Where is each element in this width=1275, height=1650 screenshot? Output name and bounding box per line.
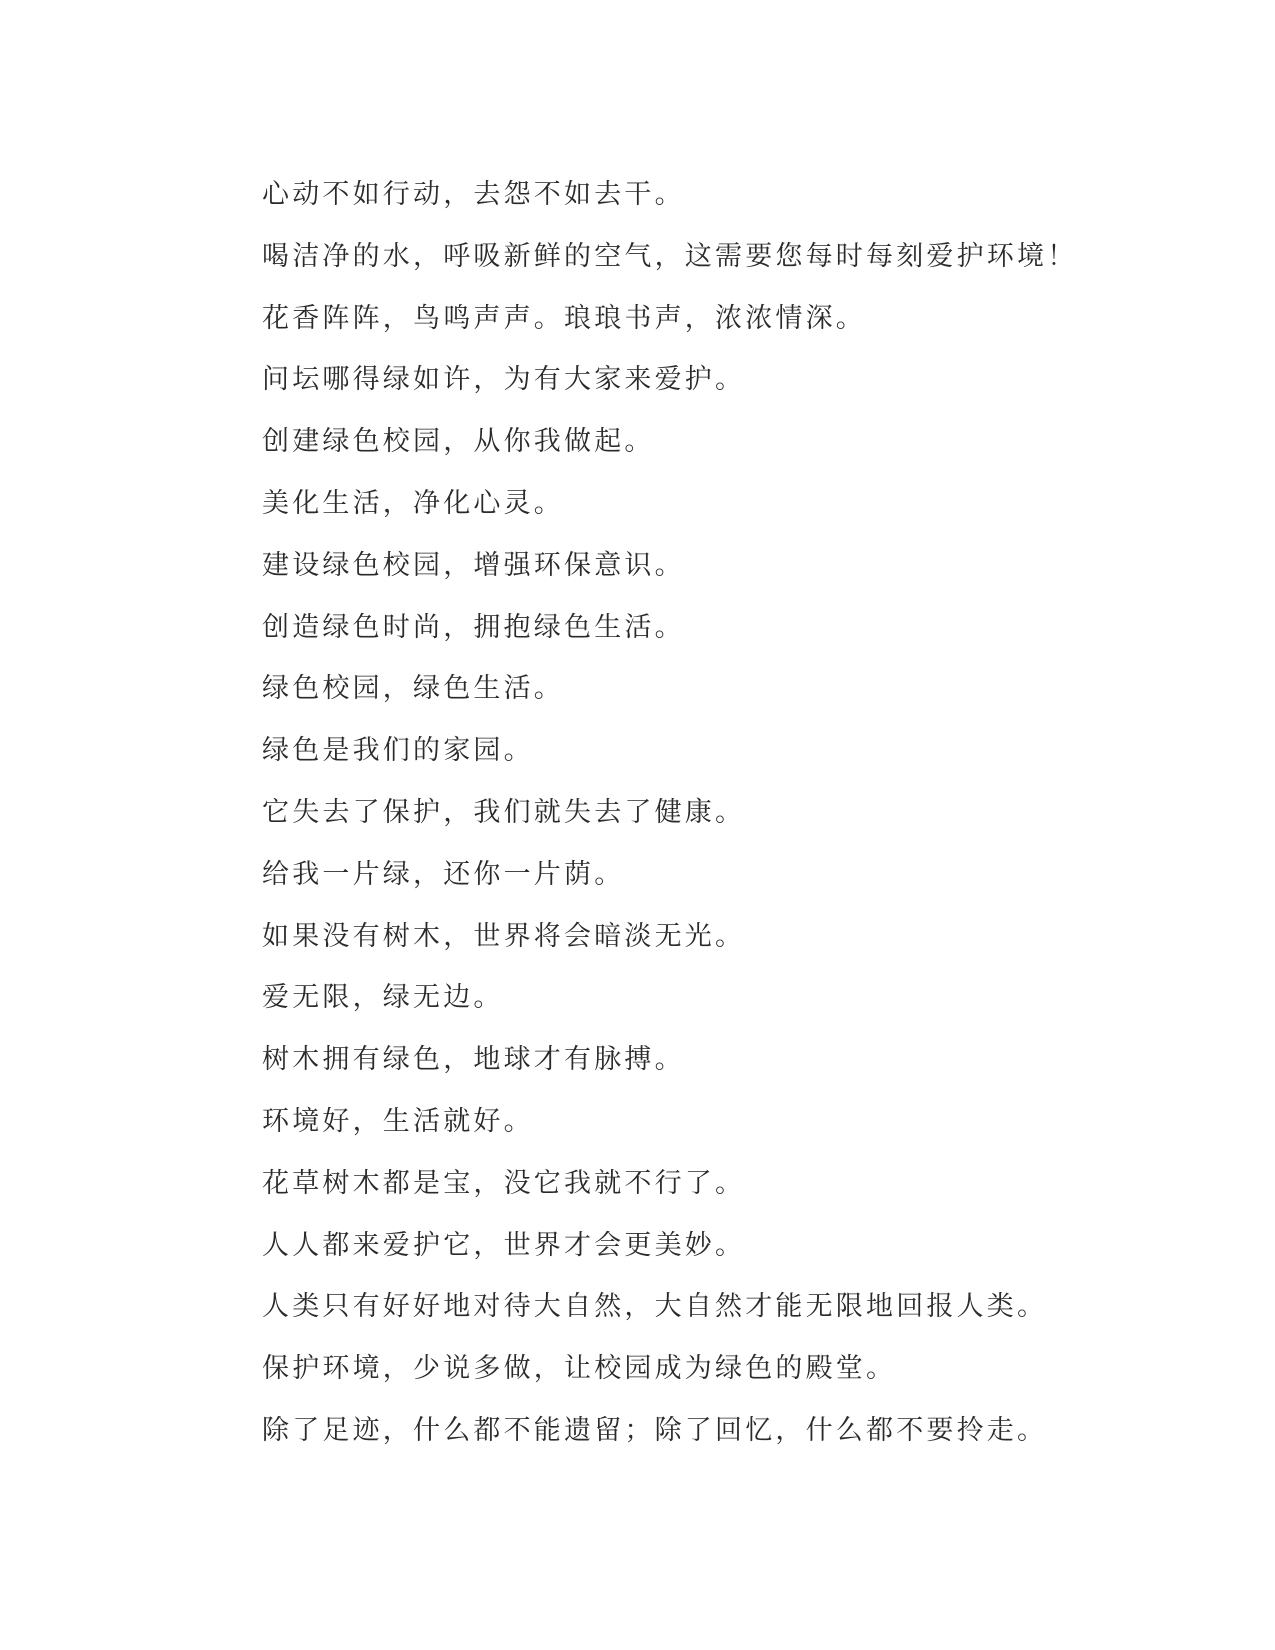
- slogan-line-8: 创造绿色时尚，拥抱绿色生活。: [262, 611, 685, 643]
- slogan-line-18: 人人都来爱护它，世界才会更美妙。: [262, 1229, 746, 1261]
- slogan-line-2: 喝洁净的水，呼吸新鲜的空气，这需要您每时每刻爱护环境！: [262, 240, 1078, 272]
- slogan-line-15: 树木拥有绿色，地球才有脉搏。: [262, 1044, 685, 1076]
- slogan-line-3: 花香阵阵，鸟鸣声声。琅琅书声，浓浓情深。: [262, 302, 866, 334]
- slogan-line-1: 心动不如行动，去怨不如去干。: [262, 179, 685, 210]
- slogan-line-17: 花草树木都是宝，没它我就不行了。: [262, 1167, 746, 1199]
- slogan-line-9: 绿色校园，绿色生活。: [262, 673, 564, 705]
- slogan-line-7: 建设绿色校园，增强环保意识。: [262, 549, 685, 581]
- slogan-line-5: 创建绿色校园，从你我做起。: [262, 426, 655, 458]
- slogan-line-10: 绿色是我们的家园。: [262, 735, 534, 767]
- slogan-line-11: 它失去了保护，我们就失去了健康。: [262, 796, 746, 828]
- slogan-line-4: 问坛哪得绿如许，为有大家来爱护。: [262, 364, 746, 396]
- slogan-line-20: 保护环境，少说多做，让校园成为绿色的殿堂。: [262, 1353, 897, 1385]
- slogan-line-19: 人类只有好好地对待大自然，大自然才能无限地回报人类。: [262, 1291, 1048, 1323]
- slogan-line-13: 如果没有树木，世界将会暗淡无光。: [262, 920, 746, 952]
- slogan-line-14: 爱无限，绿无边。: [262, 982, 504, 1014]
- slogan-line-6: 美化生活，净化心灵。: [262, 487, 564, 519]
- slogan-line-21: 除了足迹，什么都不能遗留；除了回忆，什么都不要拎走。: [262, 1414, 1048, 1446]
- slogan-line-12: 给我一片绿，还你一片荫。: [262, 858, 625, 890]
- slogan-line-16: 环境好，生活就好。: [262, 1105, 534, 1137]
- slogan-list: [262, 164, 1078, 1462]
